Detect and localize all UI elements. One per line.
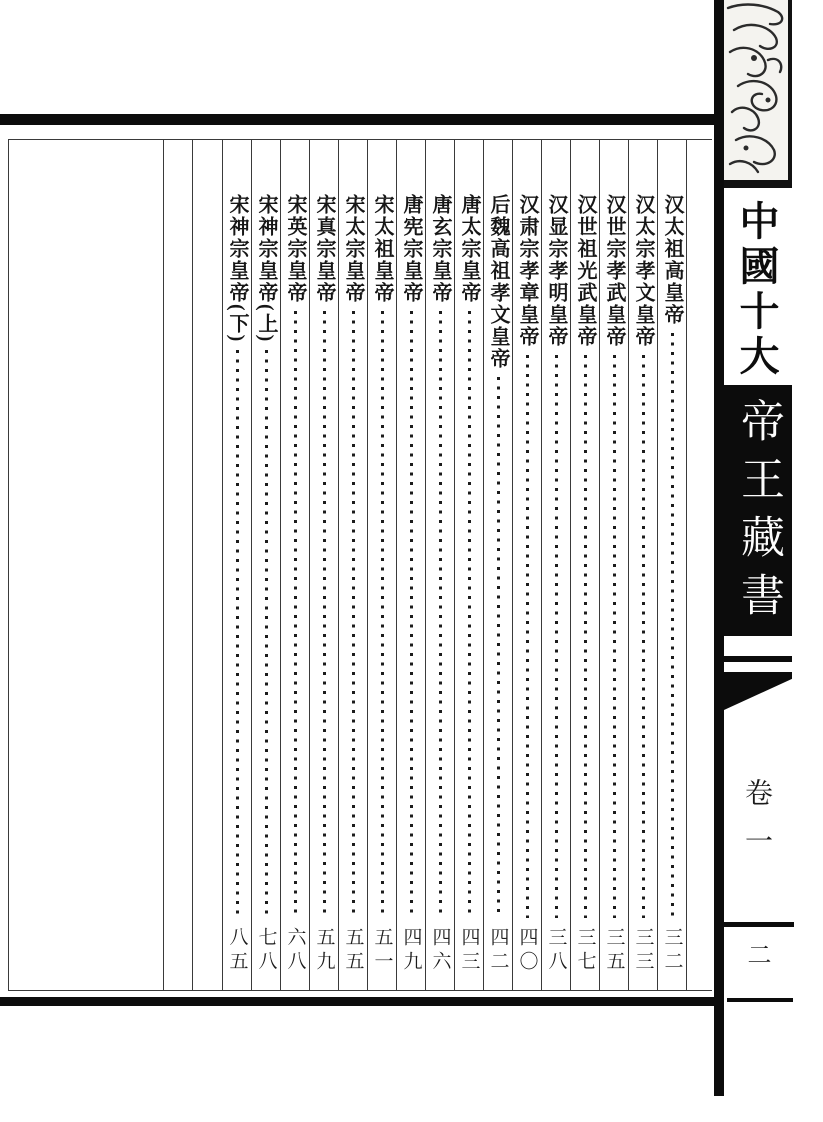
series-title	[724, 200, 788, 385]
toc-entry-page: 七八	[255, 927, 277, 975]
toc-entry-column	[628, 140, 657, 990]
toc-entry-column	[657, 140, 686, 990]
toc-columns	[163, 140, 712, 990]
toc-entry-column	[309, 140, 338, 990]
toc-entry-page: 四二	[487, 927, 509, 975]
toc-entry-title: 唐玄宗皇帝	[429, 194, 451, 304]
toc-entry-page: 三三	[632, 927, 654, 975]
dot-leader	[642, 355, 645, 918]
volume-label-text: 卷一	[741, 778, 772, 874]
toc-entry-page: 四三	[458, 927, 480, 975]
toc-entry-title: 后魏高祖孝文皇帝	[487, 194, 509, 370]
calligraphy-banner	[724, 385, 792, 636]
toc-entry-title: 汉世祖光武皇帝	[574, 194, 596, 348]
volume-label	[724, 778, 788, 879]
sidebar-page-number-text: 二	[743, 942, 769, 966]
toc-entry-title: 汉肃宗孝章皇帝	[516, 194, 538, 348]
dot-leader	[410, 311, 413, 918]
toc-entry-title: 汉显宗孝明皇帝	[545, 194, 567, 348]
toc-entry-column	[338, 140, 367, 990]
toc-entry-page: 四九	[400, 927, 422, 975]
dragon-ornament	[724, 0, 792, 188]
toc-entry-title: 唐宪宗皇帝	[400, 194, 422, 304]
toc-entry-title: 宋太宗皇帝	[342, 194, 364, 304]
top-border-band	[0, 114, 714, 125]
dot-leader	[352, 311, 355, 918]
toc-entry-title: 汉太祖高皇帝	[661, 194, 683, 326]
toc-entry-title: 宋神宗皇帝(上)	[255, 194, 277, 344]
toc-entry-page: 三七	[574, 927, 596, 975]
empty-column	[163, 140, 192, 990]
bottom-border-right-segment	[727, 998, 793, 1002]
dragon-ornament-icon	[724, 0, 788, 180]
dot-leader	[613, 355, 616, 918]
toc-entry-title: 汉太宗孝文皇帝	[632, 194, 654, 348]
dot-leader	[584, 355, 587, 918]
toc-entry-column	[396, 140, 425, 990]
toc-entry-title: 宋神宗皇帝(下)	[226, 194, 248, 344]
dot-leader	[323, 311, 326, 918]
dot-leader	[265, 350, 268, 918]
toc-entry-column	[222, 140, 251, 990]
dot-leader	[526, 355, 529, 918]
toc-entry-page: 三八	[545, 927, 567, 975]
toc-entry-title: 宋真宗皇帝	[313, 194, 335, 304]
toc-entry-column	[512, 140, 541, 990]
toc-entry-column	[599, 140, 628, 990]
toc-entry-page: 三五	[603, 927, 625, 975]
banner-tail	[724, 672, 792, 710]
dot-leader	[381, 311, 384, 918]
dot-leader	[236, 350, 239, 918]
banner-title-text: 帝王藏書	[734, 398, 783, 630]
toc-entry-page: 四〇	[516, 927, 538, 975]
banner-stripe	[724, 656, 792, 662]
bottom-border-band	[0, 997, 714, 1006]
toc-entry-title: 汉世宗孝武皇帝	[603, 194, 625, 348]
toc-entry-column	[425, 140, 454, 990]
dot-leader	[555, 355, 558, 918]
toc-entry-page: 四六	[429, 927, 451, 975]
dot-leader	[497, 377, 500, 918]
toc-entry-title: 宋太祖皇帝	[371, 194, 393, 304]
toc-entry-title: 宋英宗皇帝	[284, 194, 306, 304]
dot-leader	[439, 311, 442, 918]
toc-entry-column	[483, 140, 512, 990]
toc-entry-column	[280, 140, 309, 990]
toc-entry-column	[570, 140, 599, 990]
toc-entry-page: 三二	[661, 927, 683, 975]
toc-entry-page: 六八	[284, 927, 306, 975]
empty-column	[686, 140, 712, 990]
toc-entry-page: 五五	[342, 927, 364, 975]
toc-content-area	[8, 139, 712, 991]
series-title-text: 中國十大	[734, 200, 779, 380]
toc-entry-column	[454, 140, 483, 990]
toc-entry-column	[251, 140, 280, 990]
sidebar-divider-bar	[714, 0, 724, 1096]
dot-leader	[468, 311, 471, 918]
toc-entry-page: 五一	[371, 927, 393, 975]
sidebar-page-number	[724, 942, 788, 971]
toc-entry-title: 唐太宗皇帝	[458, 194, 480, 304]
empty-column	[192, 140, 222, 990]
toc-entry-page: 八五	[226, 927, 248, 975]
toc-entry-column	[367, 140, 396, 990]
sidebar-separator-line	[724, 922, 794, 927]
dot-leader	[671, 333, 674, 918]
dot-leader	[294, 311, 297, 918]
toc-entry-page: 五九	[313, 927, 335, 975]
toc-entry-column	[541, 140, 570, 990]
